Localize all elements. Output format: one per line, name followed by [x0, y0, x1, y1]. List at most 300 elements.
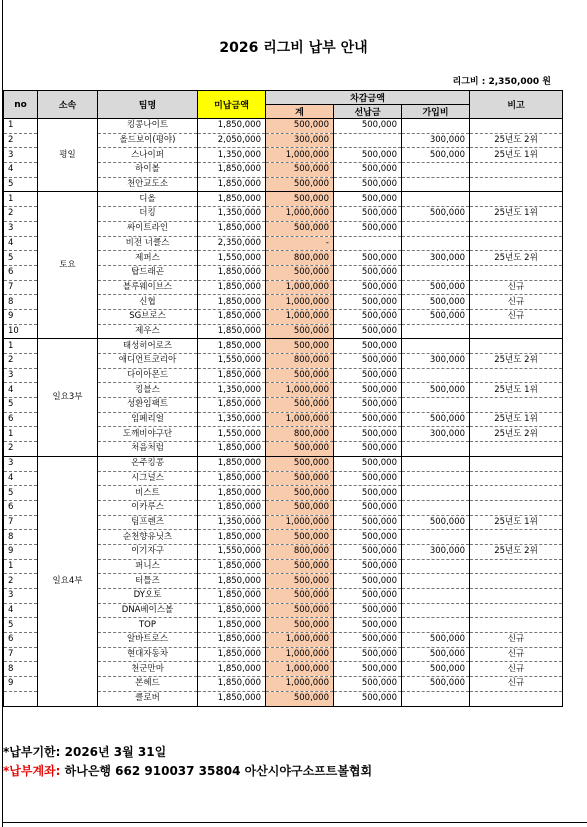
unpaid-cell: 1,850,000 [198, 589, 266, 604]
note-cell [470, 368, 563, 383]
note-cell [470, 221, 563, 236]
team-cell: 제우스 [98, 324, 198, 339]
team-cell: 비스트 [98, 486, 198, 501]
note-cell [470, 339, 563, 354]
no-cell: 5 [4, 398, 38, 413]
unpaid-cell: 2,350,000 [198, 236, 266, 251]
unpaid-cell: 1,850,000 [198, 486, 266, 501]
entry-cell [402, 486, 470, 501]
entry-cell [402, 324, 470, 339]
no-cell: 9 [4, 544, 38, 559]
prepaid-cell: 500,000 [334, 354, 402, 369]
prepaid-cell: 500,000 [334, 251, 402, 266]
unpaid-cell: 1,850,000 [198, 339, 266, 354]
header-team: 팀명 [98, 91, 198, 119]
no-cell: 5 [4, 486, 38, 501]
total-cell: 500,000 [266, 486, 334, 501]
prepaid-cell: 500,000 [334, 544, 402, 559]
entry-cell: 500,000 [402, 148, 470, 163]
prepaid-cell: 500,000 [334, 691, 402, 706]
header-entry: 가입비 [402, 105, 470, 119]
no-cell: 8 [4, 662, 38, 677]
unpaid-cell: 1,850,000 [198, 265, 266, 280]
note-cell [470, 398, 563, 413]
header-note: 비고 [470, 91, 563, 119]
note-cell: 25년도 2위 [470, 544, 563, 559]
no-cell: 2 [4, 574, 38, 589]
entry-cell [402, 221, 470, 236]
prepaid-cell: 500,000 [334, 412, 402, 427]
note-cell [470, 618, 563, 633]
note-cell: 신규 [470, 295, 563, 310]
note-cell: 25년도 1위 [470, 148, 563, 163]
division-cell: 토요 [38, 192, 98, 339]
entry-cell [402, 442, 470, 457]
prepaid-cell: 500,000 [334, 383, 402, 398]
total-cell: 500,000 [266, 119, 334, 134]
total-cell: 1,000,000 [266, 295, 334, 310]
unpaid-cell: 1,850,000 [198, 691, 266, 706]
note-cell [470, 324, 563, 339]
no-cell: 3 [4, 589, 38, 604]
note-cell [470, 691, 563, 706]
note-cell [470, 559, 563, 574]
prepaid-cell: 500,000 [334, 207, 402, 222]
total-cell: 500,000 [266, 574, 334, 589]
unpaid-cell: 1,850,000 [198, 471, 266, 486]
team-cell: 다이아몬드 [98, 368, 198, 383]
prepaid-cell: 500,000 [334, 177, 402, 192]
team-cell: 비전 너클스 [98, 236, 198, 251]
team-cell: 제퍼스 [98, 251, 198, 266]
unpaid-cell: 1,850,000 [198, 633, 266, 648]
fee-table [3, 90, 563, 707]
no-cell: 6 [4, 265, 38, 280]
total-cell: 500,000 [266, 603, 334, 618]
entry-cell [402, 691, 470, 706]
note-cell [470, 486, 563, 501]
unpaid-cell: 1,850,000 [198, 647, 266, 662]
no-cell: 6 [4, 412, 38, 427]
note-cell [470, 119, 563, 134]
entry-cell: 500,000 [402, 677, 470, 692]
team-cell: 천안교도소 [98, 177, 198, 192]
no-cell: 1 [4, 119, 38, 134]
entry-cell: 500,000 [402, 309, 470, 324]
note-cell: 25년도 2위 [470, 427, 563, 442]
note-cell [470, 265, 563, 280]
team-cell: 클로버 [98, 691, 198, 706]
entry-cell [402, 119, 470, 134]
entry-cell: 500,000 [402, 207, 470, 222]
no-cell: 1 [4, 192, 38, 207]
prepaid-cell: 500,000 [334, 530, 402, 545]
league-fee-text: 리그비 : 2,350,000 원 [452, 77, 551, 87]
team-cell: 온주킹콩 [98, 456, 198, 471]
prepaid-cell: 500,000 [334, 559, 402, 574]
note-cell: 신규 [470, 662, 563, 677]
total-cell: 500,000 [266, 618, 334, 633]
total-cell: 500,000 [266, 530, 334, 545]
note-cell: 25년도 2위 [470, 354, 563, 369]
unpaid-cell: 1,550,000 [198, 544, 266, 559]
entry-cell: 500,000 [402, 633, 470, 648]
no-cell: 3 [4, 456, 38, 471]
total-cell: 500,000 [266, 589, 334, 604]
no-cell: 5 [4, 618, 38, 633]
unpaid-cell: 1,850,000 [198, 677, 266, 692]
note-cell: 25년도 1위 [470, 412, 563, 427]
note-cell [470, 442, 563, 457]
note-cell [470, 603, 563, 618]
note-cell: 신규 [470, 309, 563, 324]
team-cell: 킹콩나이트 [98, 119, 198, 134]
prepaid-cell: 500,000 [334, 486, 402, 501]
total-cell: 500,000 [266, 177, 334, 192]
total-cell: 1,000,000 [266, 280, 334, 295]
total-cell: 800,000 [266, 544, 334, 559]
prepaid-cell: 500,000 [334, 456, 402, 471]
payment-deadline: *납부기한: 2026년 3월 31일 [3, 745, 167, 759]
team-cell: 도깨비야구단 [98, 427, 198, 442]
total-cell: 1,000,000 [266, 383, 334, 398]
team-cell: TOP [98, 618, 198, 633]
unpaid-cell: 1,850,000 [198, 309, 266, 324]
payment-account-label: *납부계좌: [3, 764, 61, 778]
no-cell: 1 [4, 339, 38, 354]
unpaid-cell: 1,850,000 [198, 221, 266, 236]
page-bottom-border [2, 822, 587, 823]
unpaid-cell: 1,550,000 [198, 354, 266, 369]
total-cell: 500,000 [266, 500, 334, 515]
prepaid-cell: 500,000 [334, 515, 402, 530]
unpaid-cell: 1,850,000 [198, 559, 266, 574]
division-cell: 일요4부 [38, 456, 98, 706]
page-title: 2026 리그비 납부 안내 [219, 40, 368, 56]
division-cell: 평일 [38, 119, 98, 192]
team-cell: 이카루스 [98, 500, 198, 515]
unpaid-cell: 1,850,000 [198, 324, 266, 339]
entry-cell: 300,000 [402, 251, 470, 266]
total-cell: 500,000 [266, 265, 334, 280]
team-cell: 킹블스 [98, 383, 198, 398]
total-cell: 1,000,000 [266, 677, 334, 692]
entry-cell [402, 471, 470, 486]
entry-cell [402, 574, 470, 589]
unpaid-cell: 1,850,000 [198, 295, 266, 310]
note-cell: 25년도 1위 [470, 515, 563, 530]
no-cell: 9 [4, 309, 38, 324]
unpaid-cell: 1,550,000 [198, 251, 266, 266]
entry-cell [402, 192, 470, 207]
no-cell: 7 [4, 280, 38, 295]
unpaid-cell: 1,850,000 [198, 280, 266, 295]
entry-cell [402, 530, 470, 545]
total-cell: 500,000 [266, 368, 334, 383]
header-total: 계 [266, 105, 334, 119]
total-cell: 1,000,000 [266, 148, 334, 163]
team-cell: 성환임팩트 [98, 398, 198, 413]
team-cell: 하이볼 [98, 163, 198, 178]
total-cell: 500,000 [266, 221, 334, 236]
prepaid-cell: 500,000 [334, 427, 402, 442]
prepaid-cell: 500,000 [334, 368, 402, 383]
team-cell: 애디언트코리아 [98, 354, 198, 369]
team-cell: 천군만마 [98, 662, 198, 677]
prepaid-cell: 500,000 [334, 119, 402, 134]
unpaid-cell: 1,850,000 [198, 500, 266, 515]
total-cell: 500,000 [266, 192, 334, 207]
entry-cell: 500,000 [402, 295, 470, 310]
prepaid-cell: 500,000 [334, 589, 402, 604]
team-cell: 블루웨이브스 [98, 280, 198, 295]
prepaid-cell: 500,000 [334, 280, 402, 295]
team-cell: 터틀즈 [98, 574, 198, 589]
total-cell: 500,000 [266, 339, 334, 354]
prepaid-cell: 500,000 [334, 603, 402, 618]
unpaid-cell: 1,850,000 [198, 603, 266, 618]
note-cell [470, 589, 563, 604]
entry-cell [402, 500, 470, 515]
unpaid-cell: 1,350,000 [198, 207, 266, 222]
no-cell: 8 [4, 530, 38, 545]
entry-cell [402, 398, 470, 413]
prepaid-cell [334, 133, 402, 148]
team-cell: 시그널스 [98, 471, 198, 486]
team-cell: 이기자구 [98, 544, 198, 559]
no-cell [4, 691, 38, 706]
team-cell: DY오토 [98, 589, 198, 604]
entry-cell: 300,000 [402, 544, 470, 559]
team-cell: 본헤드 [98, 677, 198, 692]
team-cell: 팀프렌즈 [98, 515, 198, 530]
entry-cell: 500,000 [402, 412, 470, 427]
note-cell [470, 163, 563, 178]
note-cell: 신규 [470, 677, 563, 692]
no-cell: 2 [4, 354, 38, 369]
no-cell: 4 [4, 603, 38, 618]
prepaid-cell: 500,000 [334, 677, 402, 692]
prepaid-cell: 500,000 [334, 574, 402, 589]
entry-cell: 300,000 [402, 427, 470, 442]
unpaid-cell: 1,850,000 [198, 574, 266, 589]
note-cell [470, 177, 563, 192]
unpaid-cell: 1,850,000 [198, 442, 266, 457]
total-cell: 1,000,000 [266, 662, 334, 677]
total-cell: 800,000 [266, 354, 334, 369]
table-row [4, 456, 563, 471]
header-deduction: 차감금액 [266, 91, 470, 105]
no-cell: 10 [4, 324, 38, 339]
note-cell: 25년도 2위 [470, 133, 563, 148]
note-cell [470, 456, 563, 471]
entry-cell: 300,000 [402, 354, 470, 369]
prepaid-cell: 500,000 [334, 500, 402, 515]
total-cell: 500,000 [266, 163, 334, 178]
no-cell: 6 [4, 633, 38, 648]
unpaid-cell: 1,850,000 [198, 662, 266, 677]
payment-account-value: 하나은행 662 910037 35804 아산시야구소프트볼협회 [60, 764, 373, 778]
entry-cell: 500,000 [402, 662, 470, 677]
prepaid-cell: 500,000 [334, 324, 402, 339]
unpaid-cell: 2,050,000 [198, 133, 266, 148]
prepaid-cell: 500,000 [334, 192, 402, 207]
prepaid-cell: 500,000 [334, 163, 402, 178]
team-cell: 디올 [98, 192, 198, 207]
team-cell: 올드보이(평야) [98, 133, 198, 148]
team-cell: 임페리얼 [98, 412, 198, 427]
table-row [4, 192, 563, 207]
prepaid-cell: 500,000 [334, 398, 402, 413]
total-cell: 500,000 [266, 691, 334, 706]
total-cell: 500,000 [266, 324, 334, 339]
entry-cell [402, 368, 470, 383]
prepaid-cell: 500,000 [334, 662, 402, 677]
no-cell: 1 [4, 427, 38, 442]
no-cell: 4 [4, 471, 38, 486]
no-cell: 3 [4, 221, 38, 236]
no-cell: 7 [4, 515, 38, 530]
entry-cell [402, 339, 470, 354]
header-division: 소속 [38, 91, 98, 119]
header-prepaid: 선납금 [334, 105, 402, 119]
unpaid-cell: 1,850,000 [198, 119, 266, 134]
team-cell: 순천향유닛츠 [98, 530, 198, 545]
note-cell [470, 236, 563, 251]
prepaid-cell: 500,000 [334, 265, 402, 280]
no-cell: 2 [4, 133, 38, 148]
table-row [4, 119, 563, 134]
prepaid-cell: 500,000 [334, 339, 402, 354]
no-cell: 4 [4, 163, 38, 178]
team-cell: 퍼니스 [98, 559, 198, 574]
note-cell: 25년도 2위 [470, 251, 563, 266]
entry-cell [402, 559, 470, 574]
unpaid-cell: 1,350,000 [198, 412, 266, 427]
entry-cell [402, 177, 470, 192]
total-cell: 800,000 [266, 427, 334, 442]
unpaid-cell: 1,350,000 [198, 383, 266, 398]
entry-cell [402, 163, 470, 178]
note-cell: 25년도 1위 [470, 383, 563, 398]
note-cell [470, 574, 563, 589]
entry-cell: 500,000 [402, 515, 470, 530]
unpaid-cell: 1,850,000 [198, 368, 266, 383]
prepaid-cell: 500,000 [334, 442, 402, 457]
unpaid-cell: 1,350,000 [198, 515, 266, 530]
prepaid-cell: 500,000 [334, 471, 402, 486]
entry-cell: 500,000 [402, 647, 470, 662]
unpaid-cell: 1,850,000 [198, 530, 266, 545]
total-cell: 500,000 [266, 471, 334, 486]
prepaid-cell: 500,000 [334, 148, 402, 163]
total-cell: 300,000 [266, 133, 334, 148]
note-cell: 신규 [470, 280, 563, 295]
note-cell [470, 530, 563, 545]
unpaid-cell: 1,550,000 [198, 427, 266, 442]
no-cell: 4 [4, 383, 38, 398]
note-cell [470, 192, 563, 207]
note-cell [470, 471, 563, 486]
note-cell: 신규 [470, 633, 563, 648]
total-cell: 1,000,000 [266, 207, 334, 222]
prepaid-cell: 500,000 [334, 309, 402, 324]
entry-cell [402, 456, 470, 471]
no-cell: 6 [4, 500, 38, 515]
team-cell: 처음처럼 [98, 442, 198, 457]
team-cell: 태성히어로즈 [98, 339, 198, 354]
no-cell: 2 [4, 207, 38, 222]
total-cell: 500,000 [266, 398, 334, 413]
no-cell: 7 [4, 647, 38, 662]
no-cell: 8 [4, 295, 38, 310]
entry-cell [402, 265, 470, 280]
total-cell: 500,000 [266, 559, 334, 574]
total-cell: 1,000,000 [266, 633, 334, 648]
total-cell: 800,000 [266, 251, 334, 266]
entry-cell: 500,000 [402, 383, 470, 398]
total-cell: 500,000 [266, 456, 334, 471]
team-cell: 알바트로스 [98, 633, 198, 648]
team-cell: SG브로스 [98, 309, 198, 324]
unpaid-cell: 1,350,000 [198, 148, 266, 163]
entry-cell [402, 236, 470, 251]
fee-table-body [4, 119, 563, 707]
total-cell: 1,000,000 [266, 515, 334, 530]
no-cell: 9 [4, 677, 38, 692]
prepaid-cell [334, 236, 402, 251]
total-cell: 1,000,000 [266, 412, 334, 427]
total-cell: 1,000,000 [266, 647, 334, 662]
unpaid-cell: 1,850,000 [198, 456, 266, 471]
unpaid-cell: 1,850,000 [198, 398, 266, 413]
unpaid-cell: 1,850,000 [198, 192, 266, 207]
team-cell: 더킹 [98, 207, 198, 222]
no-cell: 5 [4, 177, 38, 192]
no-cell: 3 [4, 148, 38, 163]
entry-cell [402, 603, 470, 618]
team-cell: 현대자동차 [98, 647, 198, 662]
team-cell: 탑드래곤 [98, 265, 198, 280]
team-cell: 스나이퍼 [98, 148, 198, 163]
unpaid-cell: 1,850,000 [198, 163, 266, 178]
no-cell: 2 [4, 442, 38, 457]
entry-cell: 500,000 [402, 280, 470, 295]
prepaid-cell: 500,000 [334, 633, 402, 648]
total-cell: 1,000,000 [266, 309, 334, 324]
table-row [4, 339, 563, 354]
header-unpaid: 미납금액 [198, 91, 266, 119]
note-cell: 25년도 1위 [470, 207, 563, 222]
no-cell: 1 [4, 559, 38, 574]
total-cell: 500,000 [266, 442, 334, 457]
note-cell [470, 500, 563, 515]
entry-cell [402, 589, 470, 604]
prepaid-cell: 500,000 [334, 647, 402, 662]
no-cell: 3 [4, 368, 38, 383]
team-cell: 신협 [98, 295, 198, 310]
team-cell: 싸이트라인 [98, 221, 198, 236]
note-cell: 신규 [470, 647, 563, 662]
team-cell: DNA베이스볼 [98, 603, 198, 618]
entry-cell [402, 618, 470, 633]
total-cell: - [266, 236, 334, 251]
prepaid-cell: 500,000 [334, 295, 402, 310]
no-cell: 5 [4, 251, 38, 266]
entry-cell: 300,000 [402, 133, 470, 148]
prepaid-cell: 500,000 [334, 221, 402, 236]
unpaid-cell: 1,850,000 [198, 177, 266, 192]
